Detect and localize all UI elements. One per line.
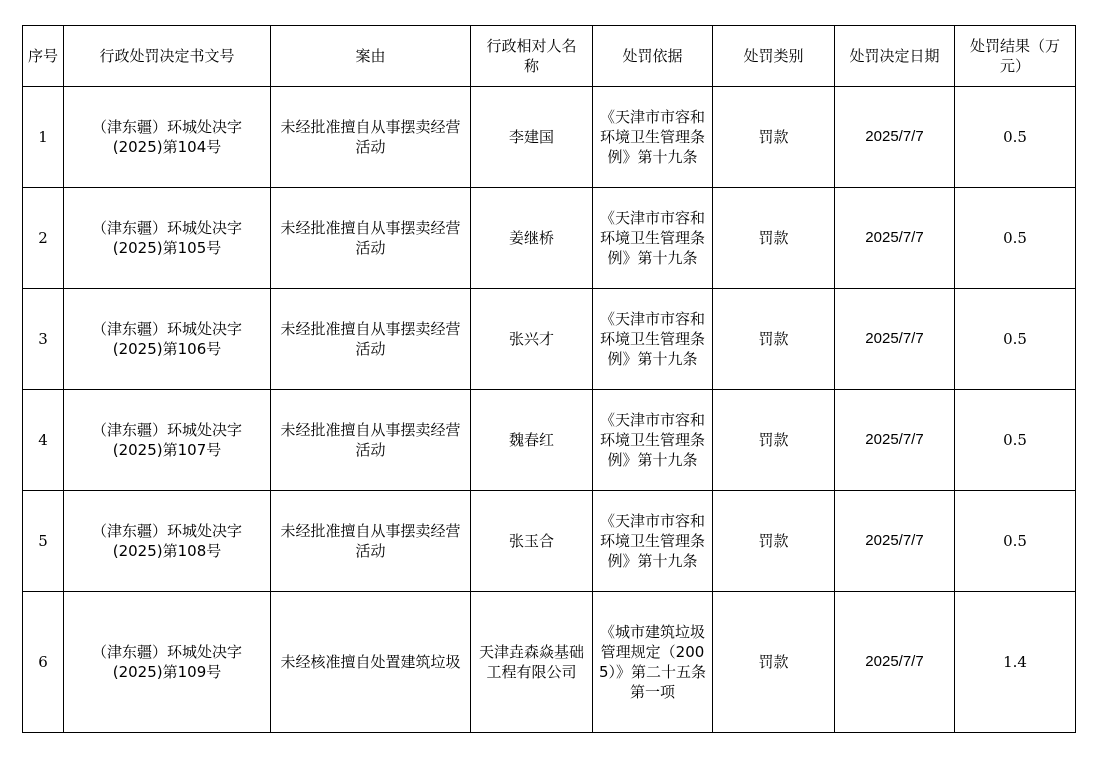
row-party: 李建国: [471, 87, 593, 188]
row-result: 0.5: [955, 87, 1076, 188]
row-date: 2025/7/7: [835, 592, 955, 733]
row-party: 天津垚森焱基础工程有限公司: [471, 592, 593, 733]
row-party: 张兴才: [471, 289, 593, 390]
row-reason: 未经批准擅自从事摆卖经营活动: [271, 390, 471, 491]
header-reason: 案由: [271, 26, 471, 87]
row-result: 0.5: [955, 491, 1076, 592]
row-basis: 《天津市市容和环境卫生管理条例》第十九条: [593, 289, 713, 390]
row-basis: 《天津市市容和环境卫生管理条例》第十九条: [593, 87, 713, 188]
row-reason: 未经核准擅自处置建筑垃圾: [271, 592, 471, 733]
table-row: [23, 491, 1076, 592]
row-doc-no: （津东疆）环城处决字 (2025)第104号: [64, 87, 271, 188]
row-reason: 未经批准擅自从事摆卖经营活动: [271, 491, 471, 592]
row-category: 罚款: [713, 491, 835, 592]
row-category: 罚款: [713, 188, 835, 289]
row-category: 罚款: [713, 592, 835, 733]
row-reason: 未经批准擅自从事摆卖经营活动: [271, 188, 471, 289]
row-index: 1: [23, 87, 64, 188]
row-date: 2025/7/7: [835, 188, 955, 289]
row-index: 5: [23, 491, 64, 592]
row-doc-no: （津东疆）环城处决字 (2025)第107号: [64, 390, 271, 491]
row-party: 张玉合: [471, 491, 593, 592]
row-doc-no: （津东疆）环城处决字 (2025)第106号: [64, 289, 271, 390]
header-doc-no: 行政处罚决定书文号: [64, 26, 271, 87]
row-index: 6: [23, 592, 64, 733]
row-doc-no: （津东疆）环城处决字 (2025)第109号: [64, 592, 271, 733]
row-category: 罚款: [713, 390, 835, 491]
table-header-row: [23, 26, 1076, 87]
row-date: 2025/7/7: [835, 87, 955, 188]
table-row: [23, 87, 1076, 188]
row-date: 2025/7/7: [835, 289, 955, 390]
row-result: 0.5: [955, 390, 1076, 491]
row-result: 1.4: [955, 592, 1076, 733]
row-party: 姜继桥: [471, 188, 593, 289]
row-index: 3: [23, 289, 64, 390]
row-category: 罚款: [713, 289, 835, 390]
header-basis: 处罚依据: [593, 26, 713, 87]
row-basis: 《城市建筑垃圾管理规定（2005）》第二十五条第一项: [593, 592, 713, 733]
row-doc-no: （津东疆）环城处决字 (2025)第108号: [64, 491, 271, 592]
table-row: [23, 592, 1076, 733]
table-row: [23, 289, 1076, 390]
row-index: 2: [23, 188, 64, 289]
table-row: [23, 188, 1076, 289]
header-result: 处罚结果（万元）: [955, 26, 1076, 87]
header-index: 序号: [23, 26, 64, 87]
row-basis: 《天津市市容和环境卫生管理条例》第十九条: [593, 188, 713, 289]
row-reason: 未经批准擅自从事摆卖经营活动: [271, 289, 471, 390]
row-reason: 未经批准擅自从事摆卖经营活动: [271, 87, 471, 188]
penalty-table: [22, 25, 1076, 733]
row-date: 2025/7/7: [835, 390, 955, 491]
header-party: 行政相对人名称: [471, 26, 593, 87]
header-date: 处罚决定日期: [835, 26, 955, 87]
row-result: 0.5: [955, 188, 1076, 289]
row-date: 2025/7/7: [835, 491, 955, 592]
table-row: [23, 390, 1076, 491]
row-category: 罚款: [713, 87, 835, 188]
row-doc-no: （津东疆）环城处决字 (2025)第105号: [64, 188, 271, 289]
row-index: 4: [23, 390, 64, 491]
row-party: 魏春红: [471, 390, 593, 491]
row-basis: 《天津市市容和环境卫生管理条例》第十九条: [593, 491, 713, 592]
header-category: 处罚类别: [713, 26, 835, 87]
row-result: 0.5: [955, 289, 1076, 390]
row-basis: 《天津市市容和环境卫生管理条例》第十九条: [593, 390, 713, 491]
